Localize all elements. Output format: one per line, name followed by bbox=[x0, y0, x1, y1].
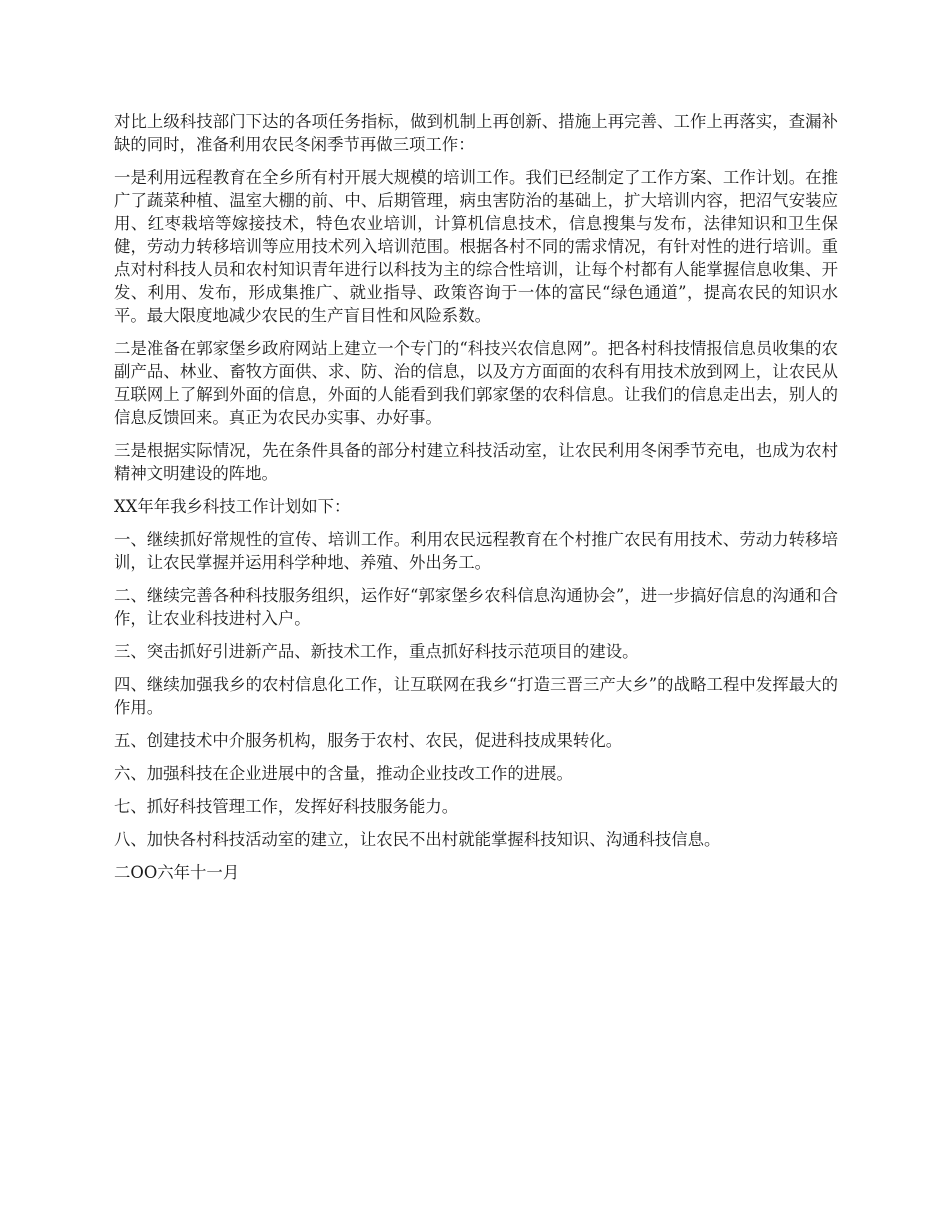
document-date: 二OO六年十一月 bbox=[114, 863, 240, 882]
plan-heading: XX年年我乡科技工作计划如下： bbox=[114, 497, 351, 516]
paragraph-item-2: 二是准备在郭家堡乡政府网站上建立一个专门的“科技兴农信息网”。把各村科技情报信息员收集的农副产品、林业、畜牧方面供、求、防、治的信息，以及方方面面的农科有用技术放到网上，让农民从互联网上了解到外面的信息，外面的人能看到我们郭家堡的农科信息。让我们的信息走出去，别人的信息反馈回来。真正为农民办实事、办好事。 bbox=[114, 339, 838, 427]
plan-item-2: 二、继续完善各种科技服务组织，运作好“郭家堡乡农科信息沟通协会”，进一步搞好信息的沟通和合作，让农业科技进村入户。 bbox=[114, 586, 838, 628]
document-body bbox=[114, 110, 838, 884]
plan-item-1: 一、继续抓好常规性的宣传、培训工作。利用农民远程教育在个村推广农民有用技术、劳动力转移培训，让农民掌握并运用科学种地、养殖、外出务工。 bbox=[114, 530, 838, 572]
plan-item-6: 六、加强科技在企业进展中的含量，推动企业技改工作的进展。 bbox=[114, 764, 573, 783]
plan-item-5: 五、创建技术中介服务机构，服务于农村、农民，促进科技成果转化。 bbox=[114, 731, 623, 750]
paragraph-item-1: 一是利用远程教育在全乡所有村开展大规模的培训工作。我们已经制定了工作方案、工作计划。在推广了蔬菜种植、温室大棚的前、中、后期管理，病虫害防治的基础上，扩大培训内容，把沼气安装应用、红枣栽培等嫁接技术，特色农业培训，计算机信息技术，信息搜集与发布，法律知识和卫生保健，劳动力转移培训等应用技术列入培训范围。根据各村不同的需求情况，有针对性的进行培训。重点对村科技人员和农村知识青年进行以科技为主的综合性培训，让每个村都有人能掌握信息收集、开发、利用、发布，形成集推广、就业指导、政策咨询于一体的富民“绿色通道”，提高农民的知识水平。最大限度地减少农民的生产盲目性和风险系数。 bbox=[114, 168, 838, 325]
paragraph-intro: 对比上级科技部门下达的各项任务指标，做到机制上再创新、措施上再完善、工作上再落实，查漏补缺的同时，准备利用农民冬闲季节再做三项工作： bbox=[114, 112, 838, 154]
plan-item-3: 三、突击抓好引进新产品、新技术工作，重点抓好科技示范项目的建设。 bbox=[114, 642, 639, 661]
plan-item-7: 七、抓好科技管理工作，发挥好科技服务能力。 bbox=[114, 797, 459, 816]
plan-item-8: 八、加快各村科技活动室的建立，让农民不出村就能掌握科技知识、沟通科技信息。 bbox=[114, 830, 721, 849]
plan-item-4: 四、继续加强我乡的农村信息化工作，让互联网在我乡“打造三晋三产大乡”的战略工程中发挥最大的作用。 bbox=[114, 675, 838, 717]
paragraph-item-3: 三是根据实际情况，先在条件具备的部分村建立科技活动室，让农民利用冬闲季节充电，也成为农村精神文明建设的阵地。 bbox=[114, 441, 838, 483]
